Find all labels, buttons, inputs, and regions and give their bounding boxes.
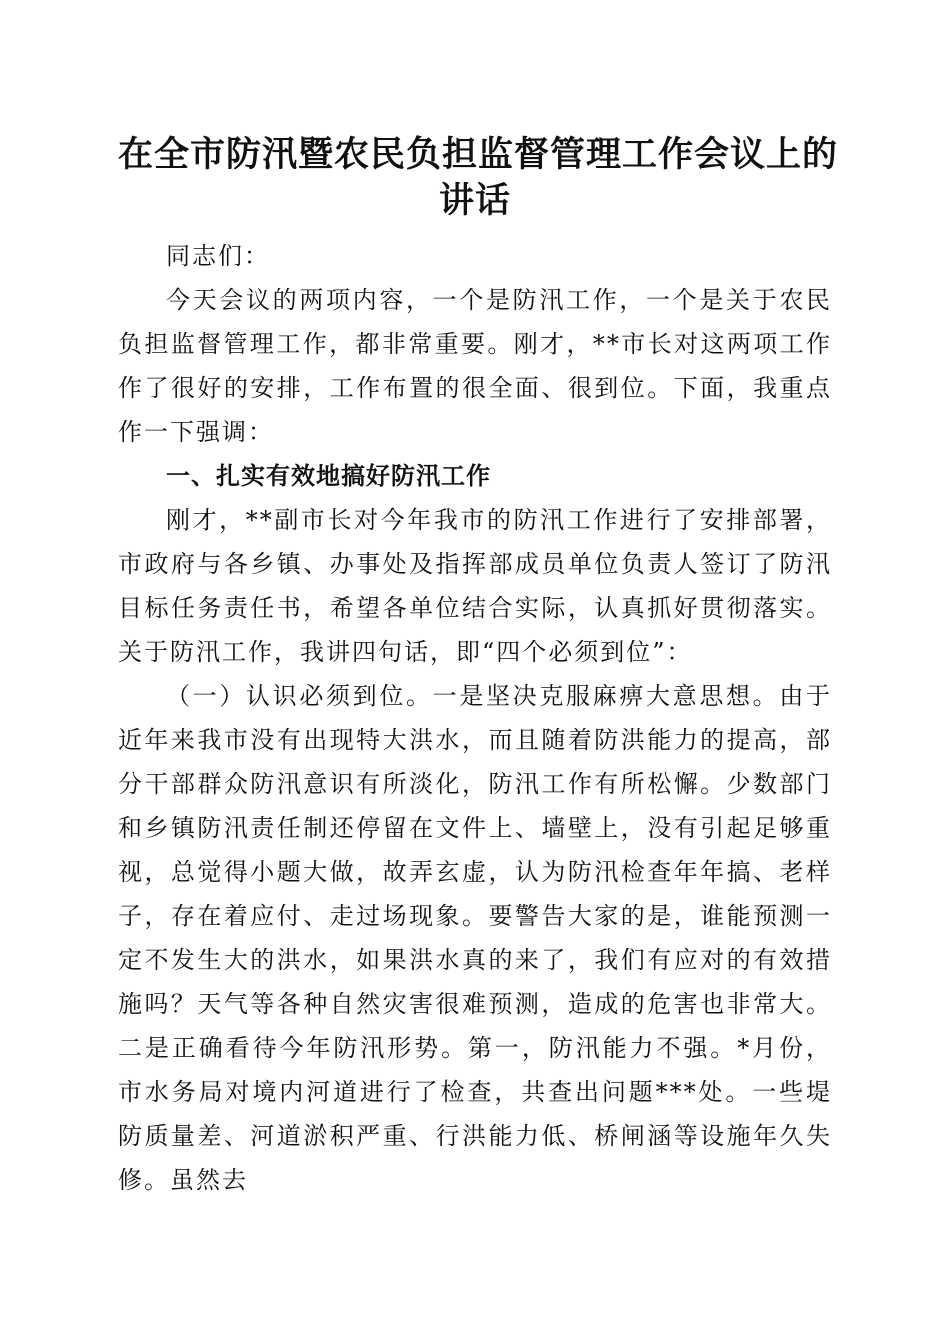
paragraph-flood-overview: 刚才，**副市长对今年我市的防汛工作进行了安排部署，市政府与各乡镇、办事处及指挥部成员单位负责人签订了防汛目标任务责任书，希望各单位结合实际，认真抓好贯彻落实。关于防汛工作，我讲四句话，即“四个必须到位”： [118, 506, 832, 666]
paragraph-intro: 今天会议的两项内容，一个是防汛工作，一个是关于农民负担监督管理工作，都非常重要。刚才，**市长对这两项工作作了很好的安排，工作布置的很全面、很到位。下面，我重点作一下强调： [118, 286, 832, 446]
title-line-1: 在全市防汛暨农民负担监督管理工作会议上的 [118, 134, 839, 175]
document-body [118, 234, 832, 1202]
section-heading-1: 一、扎实有效地搞好防汛工作 [166, 462, 491, 490]
document-title [118, 132, 839, 224]
greeting: 同志们： [166, 242, 270, 270]
title-line-2: 讲话 [438, 180, 511, 221]
paragraph-awareness: （一）认识必须到位。一是坚决克服麻痹大意思想。由于近年来我市没有出现特大洪水，而且随着防洪能力的提高，部分干部群众防汛意识有所淡化，防汛工作有所松懈。少数部门和乡镇防汛责任制还停留在文件上、墙壁上，没有引起足够重视，总觉得小题大做，故弄玄虚，认为防汛检查年年搞、老样子，存在着应付、走过场现象。要警告大家的是，谁能预测一定不发生大的洪水，如果洪水真的来了，我们有应对的有效措施吗？天气等各种自然灾害很难预测，造成的危害也非常大。二是正确看待今年防汛形势。第一，防汛能力不强。*月份，市水务局对境内河道进行了检查，共查出问题***处。一些堤防质量差、河道淤积严重、行洪能力低、桥闸涵等设施年久失修。虽然去 [118, 682, 832, 1194]
